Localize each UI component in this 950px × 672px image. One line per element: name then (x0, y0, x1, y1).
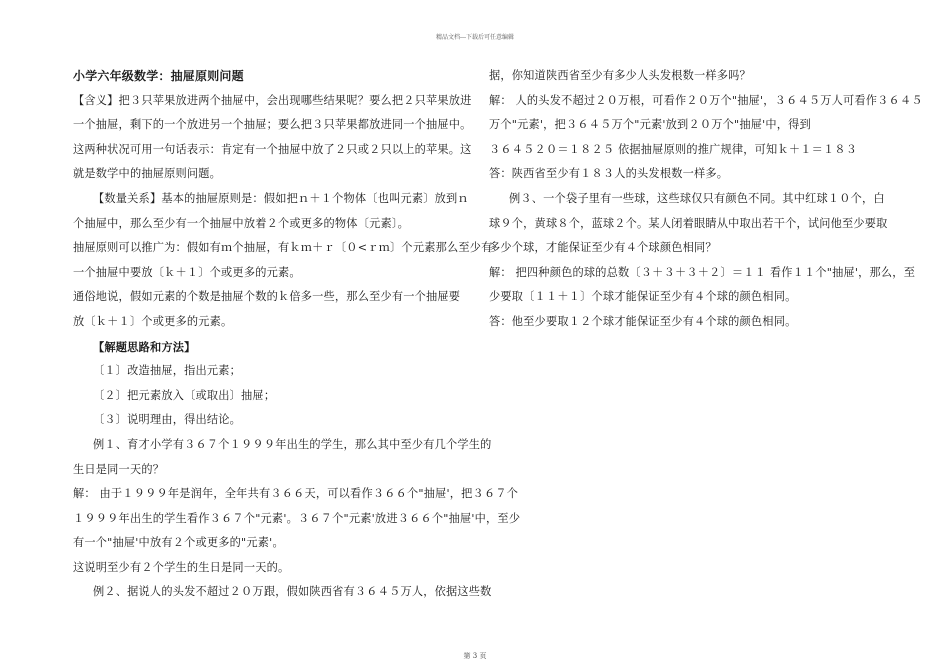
paragraph-line: 答：他至少要取１２个球才能保证至少有４个球的颜色相同。 (489, 314, 797, 328)
paragraph-line: 解： 把四种颜色的球的总数〔３＋３＋３＋２〕＝１１ 看作１１个"抽屉'，那么，至 (489, 265, 916, 279)
paragraph-line: 球９个，黄球８个，蓝球２个。某人闭着眼睛从中取出若干个，试问他至少要取 (489, 216, 888, 230)
paragraph-line: 一个抽屉中要放〔ｋ＋１〕个或更多的元素。 (73, 265, 301, 279)
page-header: 精品文档---下载后可任意编辑 (435, 34, 515, 41)
section-heading: 【解题思路和方法】 (93, 339, 196, 354)
paragraph-line: 这两种状况可用一句话表示：肯定有一个抽屉中放了２只或２只以上的苹果。这 (73, 142, 472, 156)
paragraph-line: ３６４５２０＝１８２５ 依据抽屉原则的推广规律，可知ｋ＋１＝１８３ (489, 142, 858, 156)
paragraph-line: 【数量关系】基本的抽屉原则是：假如把ｎ＋１个物体〔也叫元素〕放到ｎ (93, 191, 469, 205)
paragraph-line: 这说明至少有２个学生的生日是同一天的。 (73, 560, 290, 574)
paragraph-line: 通俗地说，假如元素的个数是抽屉个数的ｋ倍多一些，那么至少有一个抽屉要 (73, 290, 461, 304)
list-item: 〔１〕改造抽屉，指出元素； (93, 364, 242, 378)
paragraph-line: 多少个球，才能保证至少有４个球颜色相同？ (489, 241, 717, 255)
paragraph-line: 据，你知道陕西省至少有多少人头发根数一样多吗？ (489, 69, 751, 82)
paragraph-line: 万个"元素'，把３６４５万个"元素'放到２０万个"抽屉'中，得到 (489, 118, 811, 132)
paragraph-line: １９９９年出生的学生看作３６７个"元素'。３６７个"元素'放进３６６个"抽屉'中，至少 (73, 511, 521, 525)
paragraph-line: 生日是同一天的？ (73, 462, 165, 476)
paragraph-line: 抽屉原则可以推广为：假如有ｍ个抽屉，有ｋｍ＋ｒ〔０<ｒｍ〕个元素那么至少有 (73, 241, 493, 255)
page-footer: 第 3 页 (463, 652, 487, 660)
paragraph-line: 例２、据说人的头发不超过２０万跟，假如陕西省有３６４５万人，依据这些数 (93, 585, 492, 599)
paragraph-line: 【含义】把３只苹果放进两个抽屉中，会出现哪些结果呢？要么把２只苹果放进 (73, 93, 472, 107)
list-item: 〔３〕说明理由，得出结论。 (93, 413, 242, 427)
paragraph-line: 解： 人的头发不超过２０万根，可看作２０万个"抽屉'，３６４５万人可看作３６４５ (489, 93, 923, 107)
left-column (73, 64, 521, 605)
paragraph-line: 解： 由于１９９９年是润年，全年共有３６６天，可以看作３６６个"抽屉'，把３６７个 (73, 487, 519, 501)
paragraph-line: 放〔ｋ＋１〕个或更多的元素。 (73, 314, 233, 328)
right-column (489, 64, 923, 335)
paragraph-line: 例１、育才小学有３６７个１９９９年出生的学生，那么其中至少有几个学生的 (93, 437, 492, 451)
paragraph-line: 答：陕西省至少有１８３人的头发根数一样多。 (489, 167, 729, 181)
paragraph-line: 一个抽屉，剩下的一个放进另一个抽屉；要么把３只苹果都放进同一个抽屉中。 (73, 118, 472, 132)
paragraph-line: 个抽屉中，那么至少有一个抽屉中放着２个或更多的物体〔元素〕。 (73, 216, 410, 230)
list-item: 〔２〕把元素放入〔或取出〕抽屉； (93, 388, 276, 402)
paragraph-line: 有一个"抽屉'中放有２个或更多的"元素'。 (73, 536, 284, 550)
paragraph-line: 少要取〔１１＋１〕个球才能保证至少有４个球的颜色相同。 (489, 290, 797, 304)
paragraph-line: 就是数学中的抽屉原则问题。 (73, 167, 222, 181)
paragraph-line: 例３、一个袋子里有一些球，这些球仅只有颜色不同。其中红球１０个，白 (509, 191, 885, 205)
document-title: 小学六年级数学：抽屉原则问题 (73, 69, 244, 83)
